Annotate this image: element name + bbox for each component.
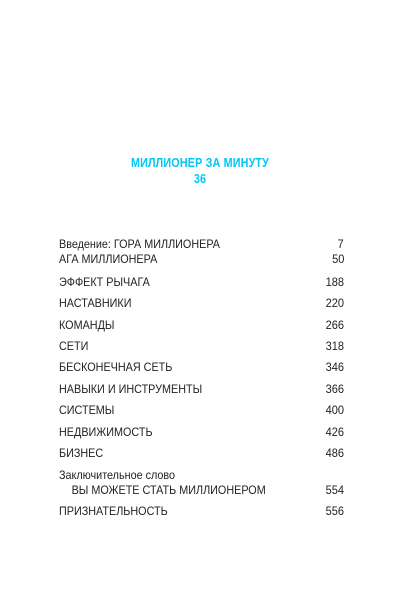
book-title: МИЛЛИОНЕР ЗА МИНУТУ bbox=[130, 156, 270, 170]
toc-heading bbox=[28, 155, 372, 187]
toc-entry-you-can-be-millionaire bbox=[59, 482, 344, 498]
toc-entry-title: НЕДВИЖИМОСТЬ bbox=[59, 425, 153, 439]
toc-entry-acknowledgements bbox=[59, 503, 344, 519]
toc-entry-page: 556 bbox=[325, 504, 344, 518]
toc-entry-page: 346 bbox=[325, 360, 344, 374]
chapter-number: 36 bbox=[193, 172, 207, 186]
toc-entry-title: ПРИЗНАТЕЛЬНОСТЬ bbox=[59, 504, 168, 518]
toc-entry-title: НАСТАВНИКИ bbox=[59, 296, 132, 310]
toc-entry-infinite-network bbox=[59, 359, 344, 375]
toc-entry-title: Введение: ГОРА МИЛЛИОНЕРА bbox=[59, 237, 221, 251]
toc-entry-mentors bbox=[59, 295, 344, 311]
toc-entry-title: ВЫ МОЖЕТЕ СТАТЬ МИЛЛИОНЕРОМ bbox=[71, 483, 266, 497]
toc-entry-page: 188 bbox=[325, 275, 344, 289]
toc-entry-page: 50 bbox=[331, 252, 344, 266]
toc-entry-systems bbox=[59, 402, 344, 418]
toc-entry-title: СИСТЕМЫ bbox=[59, 403, 115, 417]
toc-entry-page: 220 bbox=[325, 296, 344, 310]
toc-entry-title: БЕСКОНЕЧНАЯ СЕТЬ bbox=[59, 360, 173, 374]
toc-entry-leverage bbox=[59, 274, 344, 290]
toc-section-label-afterword bbox=[59, 467, 344, 483]
toc-entry-teams bbox=[59, 317, 344, 333]
toc-section-label: Заключительное слово bbox=[59, 468, 176, 482]
toc-entry-title: СЕТИ bbox=[59, 339, 89, 353]
toc-entry-title: БИЗНЕС bbox=[59, 446, 104, 460]
toc-entry-title: АГА МИЛЛИОНЕРА bbox=[59, 252, 158, 266]
toc-entry-page: 426 bbox=[325, 425, 344, 439]
toc-entry-title: КОМАНДЫ bbox=[59, 318, 115, 332]
toc-entry-page: 366 bbox=[325, 382, 344, 396]
toc-entry-page: 400 bbox=[325, 403, 344, 417]
toc-entry-page: 266 bbox=[325, 318, 344, 332]
toc-entry-aha bbox=[59, 251, 344, 267]
toc-entry-page: 554 bbox=[325, 483, 344, 497]
toc-entry-page: 7 bbox=[337, 237, 344, 251]
toc-entry-real-estate bbox=[59, 424, 344, 440]
toc-entry-skills-tools bbox=[59, 381, 344, 397]
toc-entry-title: ЭФФЕКТ РЫЧАГА bbox=[59, 275, 150, 289]
toc-entry-networks bbox=[59, 338, 344, 354]
toc-entry-title: НАВЫКИ И ИНСТРУМЕНТЫ bbox=[59, 382, 203, 396]
toc-entry-page: 318 bbox=[325, 339, 344, 353]
toc-entry-business bbox=[59, 445, 344, 461]
toc-entry-introduction bbox=[59, 236, 344, 252]
toc-entry-page: 486 bbox=[325, 446, 344, 460]
